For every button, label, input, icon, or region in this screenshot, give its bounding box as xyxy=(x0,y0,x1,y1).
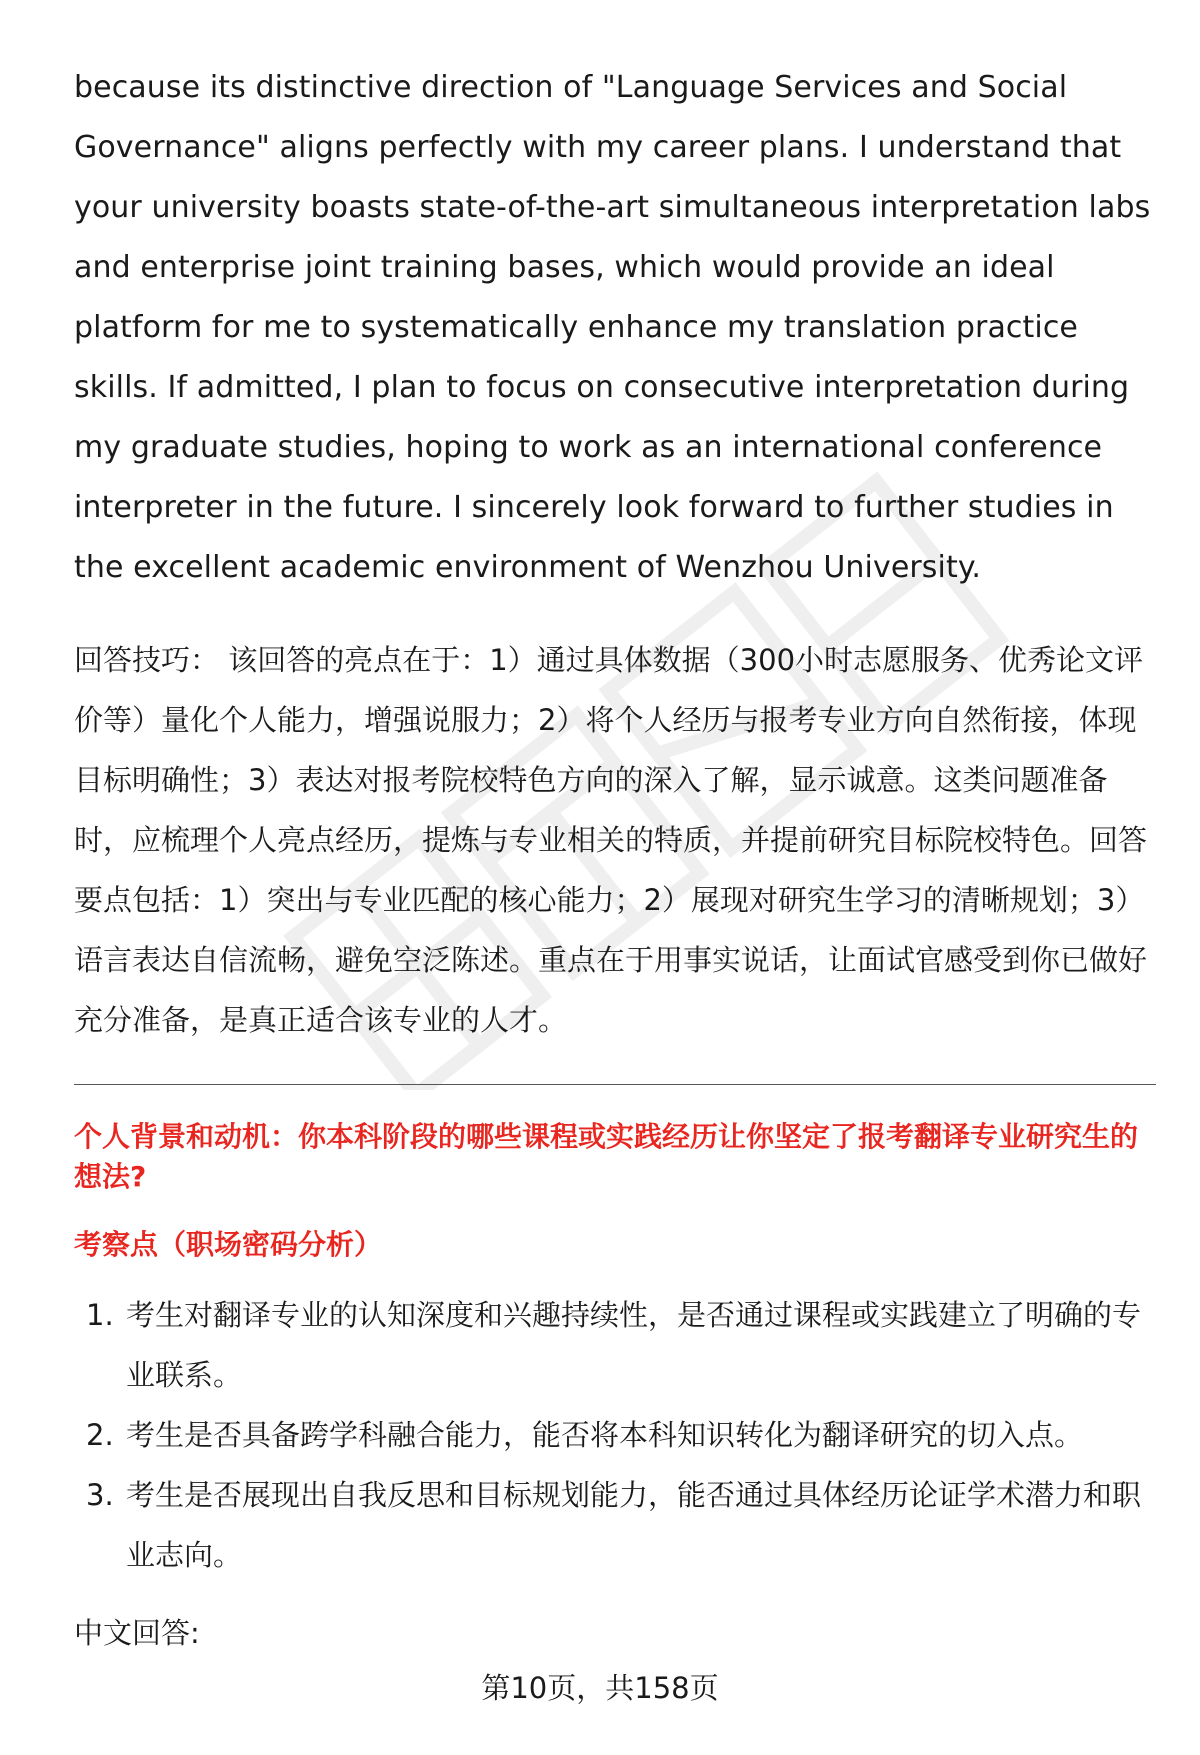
list-item xyxy=(74,1285,1156,1405)
analysis-heading: 考察点（职场密码分析） xyxy=(74,1228,383,1261)
document-page xyxy=(74,58,1156,1663)
cn-answer-label: 中文回答: xyxy=(74,1616,200,1650)
list-item-text: 考生对翻译专业的认知深度和兴趣持续性，是否通过课程或实践建立了明确的专业联系。 xyxy=(126,1298,1142,1392)
intro-paragraph: because its distinctive direction of "Language Services and Social Governance" aligns perfectly with my career plans. I understand that your university boasts state-of-the-art simultaneous interpretation labs and enterprise joint training bases, which would provide an ideal platform for me to systematically enhance my translation practice skills. If admitted, I plan to focus on consecutive interpretation during my graduate studies, hoping to work as an international conference interpreter in the future. I sincerely look forward to further studies in the excellent academic environment of Wenzhou University. xyxy=(74,70,1151,585)
list-item-number: 2. xyxy=(86,1418,114,1452)
page-number: 第10页，共158页 xyxy=(481,1671,719,1705)
section-divider xyxy=(74,1084,1156,1085)
analysis-list xyxy=(74,1285,1156,1585)
list-item-number: 3. xyxy=(86,1478,114,1512)
list-item-text: 考生是否具备跨学科融合能力，能否将本科知识转化为翻译研究的切入点。 xyxy=(126,1418,1084,1452)
list-item xyxy=(74,1465,1156,1585)
list-item-number: 1. xyxy=(86,1298,114,1332)
question-heading: 个人背景和动机：你本科阶段的哪些课程或实践经历让你坚定了报考翻译专业研究生的想法? xyxy=(74,1120,1139,1193)
list-item-text: 考生是否展现出自我反思和目标规划能力，能否通过具体经历论证学术潜力和职业志向。 xyxy=(126,1478,1142,1572)
tips-paragraph: 回答技巧： 该回答的亮点在于：1）通过具体数据（300小时志愿服务、优秀论文评价等）量化个人能力，增强说服力；2）将个人经历与报考专业方向自然衔接，体现目标明确性；3）表达对报考院校特色方向的深入了解，显示诚意。这类问题准备时，应梳理个人亮点经历，提炼与专业相关的特质，并提前研究目标院校特色。回答要点包括：1）突出与专业匹配的核心能力；2）展现对研究生学习的清晰规划；3）语言表达自信流畅，避免空泛陈述。重点在于用事实说话，让面试官感受到你已做好充分准备，是真正适合该专业的人才。 xyxy=(74,643,1148,1037)
list-item xyxy=(74,1405,1156,1465)
